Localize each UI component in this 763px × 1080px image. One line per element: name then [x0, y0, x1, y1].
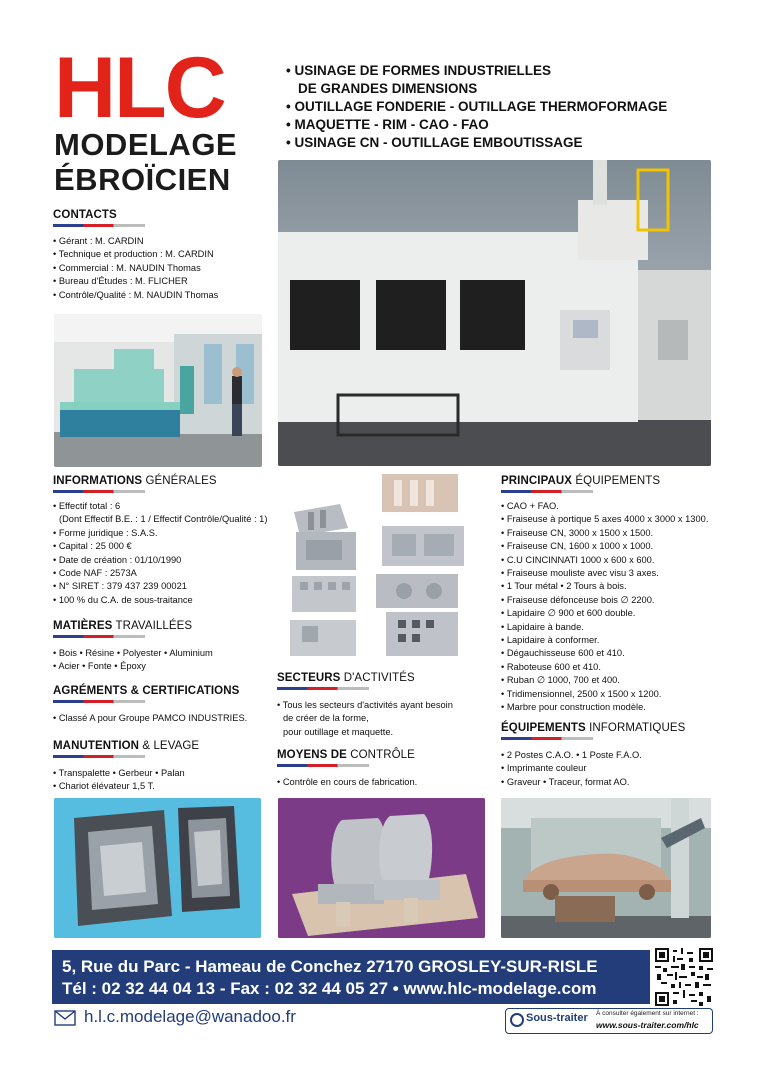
contacts-title: CONTACTS — [53, 209, 117, 221]
info-item: • 100 % du C.A. de sous-traitance — [53, 594, 193, 605]
info-item: • Code NAF : 2573A — [53, 568, 137, 579]
equipement-item: • Dégauchisseuse 600 et 410. — [501, 648, 625, 659]
equipements-section — [501, 475, 708, 715]
logo-line-modelage: MODELAGE — [54, 127, 238, 162]
contact-item: • Bureau d'Études : M. FLICHER — [53, 276, 188, 287]
section-divider — [501, 737, 593, 740]
activity-bullet: • USINAGE DE FORMES INDUSTRIELLES — [286, 63, 551, 78]
section-divider — [53, 700, 145, 703]
info-item: • Capital : 25 000 € — [53, 541, 132, 552]
contact-item: • Contrôle/Qualité : M. NAUDIN Thomas — [53, 289, 219, 300]
email-link[interactable]: h.l.c.modelage@wanadoo.fr — [84, 1007, 296, 1026]
logo-line-ebroicien: ÉBROÏCIEN — [54, 162, 231, 197]
infos-title-bold: INFORMATIONS — [53, 475, 143, 487]
agrements-section — [53, 685, 247, 725]
qr-code[interactable] — [655, 948, 713, 1006]
equipement-item: • Marbre pour construction modèle. — [501, 702, 646, 713]
equipement-item: • 1 Tour métal • 2 Tours à bois. — [501, 581, 627, 592]
milling-machine-photo — [54, 314, 262, 467]
contact-item: • Gérant : M. CARDIN — [53, 236, 144, 246]
secteur-item: pour outillage et maquette. — [283, 726, 394, 737]
matiere-item: • Bois • Résine • Polyester • Aluminium — [53, 648, 213, 658]
sous-traiter-note: À consulter également sur internet : — [596, 1010, 699, 1017]
address-band — [52, 950, 650, 1004]
envelope-icon — [54, 1010, 76, 1026]
sous-traiter-brand: Sous-traiter — [526, 1012, 588, 1024]
matiere-item: • Acier • Fonte • Époxy — [53, 661, 146, 672]
matieres-title-rest: TRAVAILLÉES — [112, 620, 193, 632]
moyens-title-bold: MOYENS DE — [277, 749, 347, 761]
equipement-item: • C.U CINCINNATI 1000 x 600 x 600. — [501, 554, 655, 565]
agrement-item: • Classé A pour Groupe PAMCO INDUSTRIES. — [53, 713, 248, 723]
section-divider — [501, 490, 593, 493]
equipements-title-bold: PRINCIPAUX — [501, 475, 573, 487]
informatique-item: • Imprimante couleur — [501, 763, 587, 774]
seat-model-photo — [278, 798, 485, 938]
sous-traiter-url[interactable]: www.sous-traiter.com/hlc — [596, 1020, 699, 1030]
equipement-item: • Lapidaire à conformer. — [501, 635, 600, 646]
equipements-title-rest: ÉQUIPEMENTS — [572, 475, 661, 487]
contact-line: Tél : 02 32 44 04 13 - Fax : 02 32 44 05 27 • www.hlc-modelage.com — [62, 979, 597, 998]
contact-item: • Technique et production : M. CARDIN — [53, 249, 214, 260]
equipement-item: • Ruban ∅ 1000, 700 et 400. — [501, 675, 620, 686]
manutention-item: • Transpalette • Gerbeur • Palan — [53, 768, 185, 778]
secteurs-title-bold: SECTEURS — [277, 672, 341, 684]
informatiques-title-bold: ÉQUIPEMENTS — [501, 722, 586, 734]
manutention-section — [53, 740, 199, 794]
equipement-item: • CAO + FAO. — [501, 501, 559, 511]
informatiques-title-rest: INFORMATIQUES — [585, 722, 686, 734]
mold-tooling-photo — [54, 798, 261, 938]
section-divider — [53, 755, 145, 758]
manutention-title-rest: & LEVAGE — [139, 740, 200, 752]
section-divider — [53, 490, 145, 493]
section-divider — [277, 687, 369, 690]
info-item: • Forme juridique : S.A.S. — [53, 527, 158, 538]
info-item: • Date de création : 01/10/1990 — [53, 554, 182, 565]
address-line: 5, Rue du Parc - Hameau de Conchez 27170 GROSLEY-SUR-RISLE — [62, 957, 598, 976]
info-item: • Effectif total : 6 — [53, 501, 121, 511]
equipement-item: • Tridimensionnel, 2500 x 1500 x 1200. — [501, 688, 662, 699]
gear-icon — [510, 1013, 524, 1027]
contact-item: • Commercial : M. NAUDIN Thomas — [53, 262, 201, 273]
equipement-item: • Lapidaire à bande. — [501, 621, 584, 632]
secteurs-section — [277, 672, 453, 739]
activity-bullets — [286, 62, 736, 152]
activity-bullet: • OUTILLAGE FONDERIE - OUTILLAGE THERMOFORMAGE — [286, 99, 668, 114]
secteur-item: • Tous les secteurs d'activités ayant besoin — [277, 700, 453, 710]
info-item: (Dont Effectif B.E. : 1 / Effectif Contrôle/Qualité : 1) — [59, 514, 268, 525]
equipement-item: • Raboteuse 600 et 410. — [501, 661, 601, 672]
molded-parts-photo — [286, 474, 470, 662]
manutention-title-bold: MANUTENTION — [53, 740, 140, 752]
equipement-item: • Fraiseuse à portique 5 axes 4000 x 3000 x 1300. — [501, 514, 709, 525]
equipement-item: • Fraiseuse CN, 3000 x 1500 x 1500. — [501, 527, 654, 538]
moyens-title-rest: CONTRÔLE — [346, 749, 415, 761]
agrements-title-bold: AGRÉMENTS & CERTIFICATIONS — [53, 685, 240, 697]
matieres-title-bold: MATIÈRES — [53, 620, 113, 632]
moyen-item: • Contrôle en cours de fabrication. — [277, 777, 418, 787]
sous-traiter-badge[interactable] — [505, 1008, 713, 1034]
contacts-section — [53, 209, 218, 302]
section-divider — [53, 224, 145, 227]
section-divider — [277, 764, 369, 767]
infos-title-rest: GÉNÉRALES — [142, 475, 217, 487]
equipement-item: • Fraiseuse CN, 1600 x 1000 x 1000. — [501, 541, 654, 552]
infos-section — [53, 475, 267, 607]
equipement-item: • Lapidaire ∅ 900 et 600 double. — [501, 608, 636, 619]
logo-hlc: HLC — [54, 40, 225, 136]
moyens-section — [277, 749, 417, 789]
gantry-machine-photo — [278, 160, 711, 466]
activity-bullet: • USINAGE CN - OUTILLAGE EMBOUTISSAGE — [286, 135, 583, 150]
activity-bullet: • MAQUETTE - RIM - CAO - FAO — [286, 117, 489, 132]
informatiques-section — [501, 722, 685, 789]
section-divider — [53, 635, 145, 638]
car-model-photo — [501, 798, 711, 938]
equipement-item: • Fraiseuse défonceuse bois ∅ 2200. — [501, 594, 655, 605]
informatique-item: • Graveur • Traceur, format AO. — [501, 776, 630, 787]
manutention-item: • Chariot élévateur 1,5 T. — [53, 781, 155, 792]
secteurs-title-rest: D'ACTIVITÉS — [340, 672, 415, 684]
informatique-item: • 2 Postes C.A.O. • 1 Poste F.A.O. — [501, 750, 642, 760]
info-item: • N° SIRET : 379 437 239 00021 — [53, 581, 187, 592]
activity-bullet: DE GRANDES DIMENSIONS — [298, 81, 478, 96]
secteur-item: de créer de la forme, — [283, 713, 369, 724]
equipement-item: • Fraiseuse mouliste avec visu 3 axes. — [501, 568, 659, 579]
matieres-section — [53, 620, 213, 674]
